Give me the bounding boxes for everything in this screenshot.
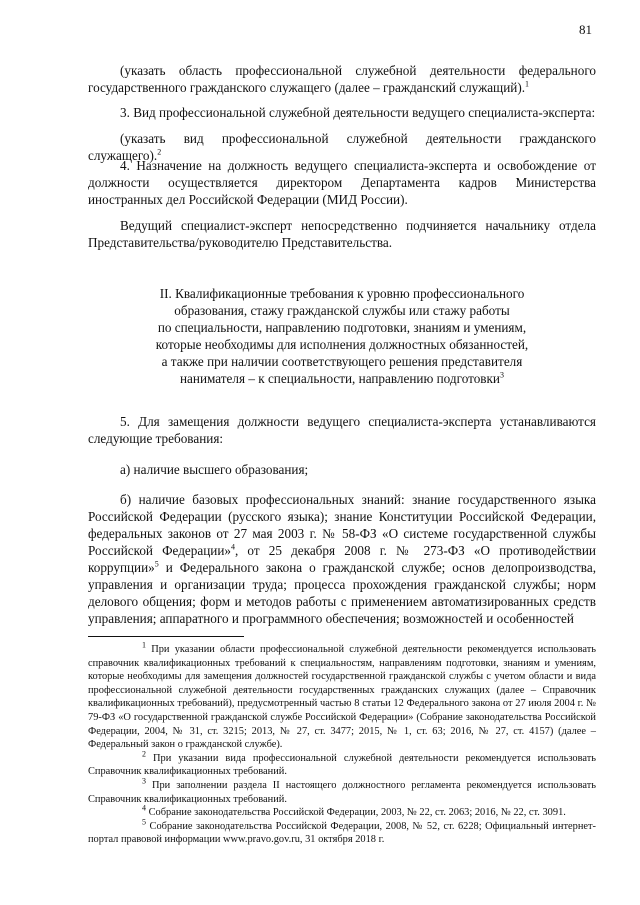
section-title-line-3: по специальности, направлению подготовки, знаниям и умениям, xyxy=(157,320,527,335)
basic-knowledge-text-a: б) наличие базовых профессиональных знаний: знание государственного языка Российской Федерации (русского языка); знание Конституции Российской Федерации, федеральных законов от 27 мая 2003 г. № 58-ФЗ «О системе государственной службы Российской Федерации» xyxy=(88,492,596,558)
footnote-2-text: При указании вида профессиональной служебной деятельности рекомендуется использовать Справочник квалификационных требований. xyxy=(88,752,596,778)
footnote-ref-4[interactable]: 4 xyxy=(231,542,235,552)
footnote-4 xyxy=(88,803,596,820)
requirements-intro-text: 5. Для замещения должности ведущего специалиста-эксперта устанавливаются следующие требования: xyxy=(88,414,596,446)
footnote-5-number: 5 xyxy=(142,817,146,827)
footnote-2-number: 2 xyxy=(142,749,146,759)
footnote-ref-2[interactable]: 2 xyxy=(157,147,162,157)
paragraph-requirements-intro xyxy=(88,413,596,447)
paragraph-higher-education xyxy=(88,461,596,478)
footnote-4-text: Собрание законодательства Российской Федерации, 2003, № 22, ст. 2063; 2016, № 22, ст. 3091. xyxy=(146,807,566,819)
section-title-line-6: нанимателя – к специальности, направлению подготовки xyxy=(180,371,500,386)
subordination-text: Ведущий специалист-эксперт непосредственно подчиняется начальнику отдела Представительства/руководителю Представительства. xyxy=(88,218,596,250)
footnote-5-text: Собрание законодательства Российской Федерации, 2008, № 52, ст. 6228; Официальный интернет-портал правовой информации www.pravo.gov.ru, 31 октября 2018 г. xyxy=(88,820,596,846)
basic-knowledge-text-c: и Федерального закона о гражданской службе; основ делопроизводства, управления и организации труда; процесса прохождения гражданской службы; норм делового общения; форм и методов работы с применением автоматизированных средств управления; аппаратного и программного обеспечения; возможностей и особенностей xyxy=(88,560,596,626)
area-hint-text: (указать область профессиональной служебной деятельности федерального государственного гражданского служащего (далее – гражданский служащий). xyxy=(88,63,596,95)
footnote-ref-1[interactable]: 1 xyxy=(525,79,530,89)
paragraph-activity-type xyxy=(88,104,596,121)
type-hint-text: (указать вид профессиональной служебной деятельности гражданского служащего). xyxy=(88,131,596,163)
section-title-line-4: которые необходимы для исполнения должностных обязанностей, xyxy=(155,337,529,352)
paragraph-area-hint xyxy=(88,62,596,96)
appointment-text: 4. Назначение на должность ведущего специалиста-эксперта и освобождение от должности осуществляется директором Департамента кадров Министерства иностранных дел Российской Федерации (МИД России). xyxy=(88,158,596,207)
footnote-4-number: 4 xyxy=(142,803,146,813)
page-number: 81 xyxy=(579,22,592,37)
section-title-line-1: II. Квалификационные требования к уровню профессионального xyxy=(159,286,525,301)
section-title-line-5: а также при наличии соответствующего решения представителя xyxy=(161,354,523,369)
paragraph-appointment xyxy=(88,157,596,208)
footnotes xyxy=(88,640,596,847)
basic-knowledge-text-b: , от 25 декабря 2008 г. № 273-ФЗ «О противодействии коррупции» xyxy=(88,543,596,575)
footnote-1-number: 1 xyxy=(142,640,146,650)
paragraph-basic-knowledge xyxy=(88,491,596,627)
footnote-1 xyxy=(88,640,596,752)
footnote-1-text: При указании области профессиональной служебной деятельности рекомендуется использовать справочник квалификационных требований к специальностям, направлениям подготовки, знаниям и умениям, которые необходимы для замещения должностей государственной гражданской службы с учетом области и вида профессиональной служебной деятельности государственных гражданских служащих (далее – Справочник квалификационных требований), предусмотренный частью 8 статьи 12 Федерального закона от 27 июля 2004 г. № 79-ФЗ «О государственной гражданской службе Российской Федерации» (Собрание законодательства Российской Федерации, 2004, № 31, ст. 3215; 2013, № 27, ст. 3477; 2015, № 1, ст. 63; 2016, № 27, ст. 4157) (далее – Федеральный закон о гражданской службе). xyxy=(88,644,596,751)
section-title-line-2: образования, стажу гражданской службы или стажу работы xyxy=(174,303,510,318)
footnote-5 xyxy=(88,817,596,847)
footnote-3-text: При заполнении раздела II настоящего должностного регламента рекомендуется использовать Справочник квалификационных требований. xyxy=(88,779,596,805)
higher-education-text: а) наличие высшего образования; xyxy=(120,462,309,477)
footnote-ref-3[interactable]: 3 xyxy=(499,370,504,380)
activity-type-text: 3. Вид профессиональной служебной деятельности ведущего специалиста-эксперта: xyxy=(120,105,596,120)
paragraph-subordination xyxy=(88,217,596,251)
footnote-3 xyxy=(88,776,596,806)
footnote-3-number: 3 xyxy=(142,776,146,786)
footnote-ref-5[interactable]: 5 xyxy=(154,559,159,569)
section-heading xyxy=(88,285,596,387)
footnote-separator xyxy=(88,636,244,637)
footnote-2 xyxy=(88,749,596,779)
